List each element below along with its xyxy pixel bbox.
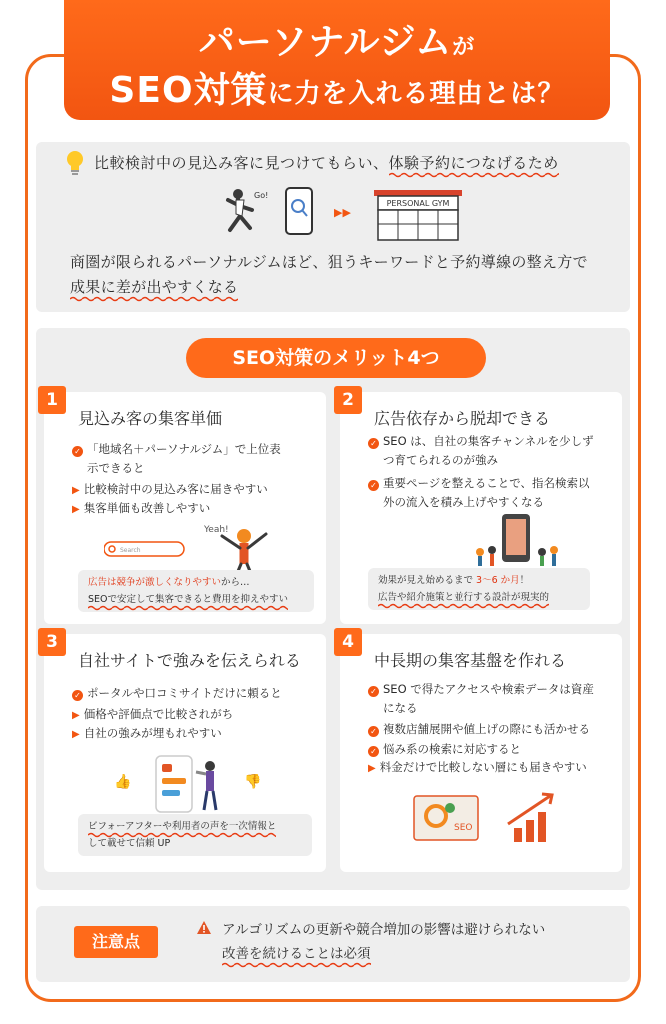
note-text: ！: [519, 575, 530, 586]
card-note: [78, 814, 312, 856]
card-title: 自社サイトで強みを伝えられる: [78, 651, 301, 670]
point-text: 集客単価も改善しやすい: [83, 501, 211, 515]
intro-body-line-1: 商圏が限られるパーソナルジムほど、狙うキーワードと予約導線の整え方で: [70, 253, 588, 271]
point-text: 悩み系の検索に対応すると: [383, 742, 521, 756]
intro-head-emphasis: 体験予約につなげるため: [389, 154, 559, 178]
warning-icon: [196, 920, 212, 935]
caution-text: [222, 918, 545, 966]
point-text: 示できると: [87, 461, 145, 475]
card-title: 中長期の集客基盤を作れる: [374, 651, 567, 670]
thumbs-up-icon: 👍: [114, 774, 132, 790]
point-text: 「地域名＋パーソナルジム」で上位表: [87, 442, 281, 456]
point-text: 比較検討中の見込み客に届きやすい: [83, 482, 268, 496]
caution-line-2: 改善を続けることは必須: [222, 946, 371, 968]
card-number: 3: [38, 628, 66, 656]
point-text: 料金だけで比較しない層にも届きやすい: [379, 760, 587, 774]
smartphone-search-icon: [286, 188, 312, 234]
arrow-icon: ▶▶: [334, 206, 351, 219]
check-icon: ✓: [368, 480, 379, 491]
merit-card-2: [340, 392, 622, 624]
card-point: [72, 705, 233, 725]
check-icon: ✓: [72, 446, 83, 457]
title-main-2: SEO対策: [109, 70, 268, 111]
card-point: [368, 474, 590, 512]
point-text: つ育てられるのが強み: [383, 453, 498, 467]
triangle-bullet-icon: ▶: [72, 729, 80, 740]
runner-to-gym-illustration: [216, 186, 506, 246]
card-note: [368, 568, 590, 610]
note-red-text: 広告は競争が激しくなりやすい: [88, 577, 222, 588]
title-suffix-2: に力を入れる理由とは？: [267, 79, 565, 109]
search-placeholder: Search: [120, 547, 141, 554]
check-icon: ✓: [368, 438, 379, 449]
note-text: 効果が見え始めるまで: [378, 575, 474, 586]
yeah-text: Yeah!: [204, 525, 229, 535]
card-point: [368, 432, 594, 470]
point-text: 外の流入を積み上げやすくなる: [383, 495, 544, 509]
check-icon: ✓: [368, 746, 379, 757]
note-text: ビフォーアフターや利用者の声を一次情報と: [88, 821, 276, 838]
title-main-1: パーソナルジム: [198, 22, 453, 63]
merit-card-4: [340, 634, 622, 872]
triangle-bullet-icon: ▶: [368, 763, 376, 774]
intro-panel: [36, 142, 630, 312]
point-text: ポータルや口コミサイトだけに頼ると: [87, 686, 282, 700]
caution-line-1: アルゴリズムの更新や競合増加の影響は避けられない: [222, 922, 546, 938]
note-text: 広告や紹介施策と並行する設計が現実的: [378, 592, 549, 609]
check-icon: ✓: [368, 726, 379, 737]
triangle-bullet-icon: ▶: [72, 504, 80, 515]
intro-body: [70, 250, 630, 300]
merits-heading: SEO対策のメリット4つ: [186, 338, 486, 378]
card-point: [368, 740, 521, 759]
megaphone-phone-illustration: [114, 752, 274, 816]
point-text: 価格や評価点で比較されがち: [83, 707, 234, 721]
card-number: 4: [334, 628, 362, 656]
light-bulb-icon: [64, 148, 86, 178]
title-suffix-1: が: [452, 35, 476, 60]
running-person-icon: [228, 189, 252, 230]
card-point: [368, 758, 587, 778]
card-point: [72, 724, 222, 744]
card-point: [72, 684, 282, 703]
check-icon: ✓: [368, 686, 379, 697]
point-text: 複数店舗展開や値上げの際にも活かせる: [383, 722, 590, 736]
point-text: 自社の強みが埋もれやすい: [83, 726, 222, 740]
card-number: 2: [334, 386, 362, 414]
merits-panel: [36, 328, 630, 890]
title-line-1: [64, 14, 610, 65]
gym-sign-text: PERSONAL GYM: [386, 199, 450, 208]
title-banner: [64, 0, 610, 120]
search-bar-icon: [104, 542, 184, 556]
card-point: [72, 440, 281, 478]
point-text: SEO で得たアクセスや検索データは資産: [383, 682, 594, 696]
intro-head-text: 比較検討中の見込み客に見つけてもらい、: [94, 154, 389, 172]
search-cheer-illustration: [104, 522, 304, 576]
card-title: 見込み客の集客単価: [78, 409, 223, 428]
point-text: になる: [383, 701, 418, 715]
card-point: [72, 480, 268, 500]
title-line-2: [64, 62, 610, 113]
go-speech: Go!: [254, 191, 269, 200]
caution-badge: 注意点: [74, 926, 158, 958]
note-text: SEOで安定して集客できると費用を抑えやすい: [88, 594, 288, 611]
note-text: から…: [221, 577, 250, 588]
card-point: [72, 499, 210, 519]
triangle-bullet-icon: ▶: [72, 710, 80, 721]
merit-card-1: [44, 392, 326, 624]
card-point: [368, 680, 594, 718]
intro-body-line-2: 成果に差が出やすくなる: [70, 278, 238, 302]
triangle-bullet-icon: ▶: [72, 485, 80, 496]
smartphone-crowd-illustration: [450, 512, 570, 568]
merit-card-3: [44, 634, 326, 872]
card-number: 1: [38, 386, 66, 414]
card-point: [368, 720, 590, 739]
cheering-person-icon: [222, 529, 266, 576]
seo-label: SEO: [454, 823, 473, 833]
seo-growth-illustration: [410, 790, 570, 850]
note-red-text: 3〜6 か月: [476, 575, 520, 586]
card-title: 広告依存から脱却できる: [374, 409, 551, 428]
check-icon: ✓: [72, 690, 83, 701]
caution-panel: [36, 906, 630, 982]
growth-chart-icon: [508, 794, 552, 842]
point-text: 重要ページを整えることで、指名検索以: [383, 476, 590, 490]
note-text: して載せて信頼 UP: [88, 838, 171, 849]
card-note: [78, 570, 314, 612]
gym-building-icon: [374, 190, 462, 240]
thumbs-down-icon: 👎: [244, 774, 262, 790]
intro-headline: [94, 152, 559, 173]
point-text: SEO は、自社の集客チャンネルを少しず: [383, 434, 594, 448]
